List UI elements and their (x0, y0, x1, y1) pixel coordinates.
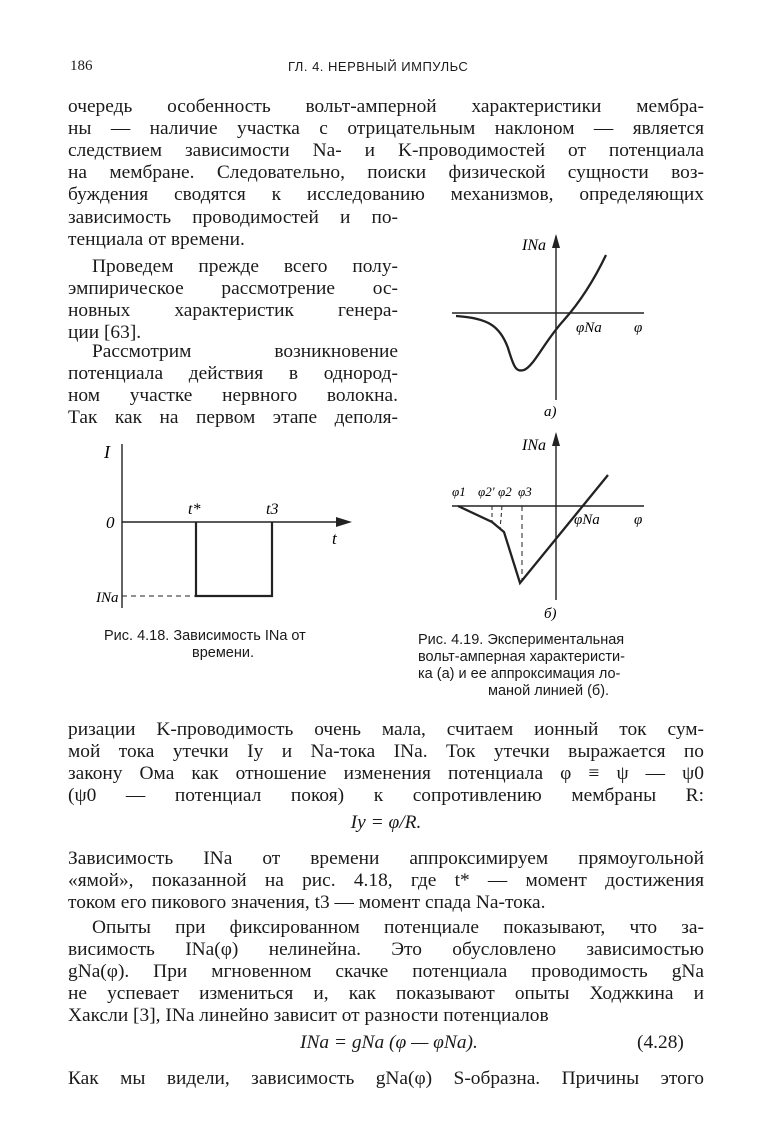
panel-a-label: а) (544, 404, 557, 420)
x-axis-label: t (332, 529, 337, 548)
text-line: ном участке нервного волокна. (68, 385, 398, 406)
text-line: Хаксли [3], INa линейно зависит от разности потенциалов (68, 1005, 549, 1026)
caption-line: ка (а) и ее аппроксимация ло- (418, 666, 621, 682)
caption-line: маной линией (б). (488, 683, 610, 699)
text-line: тенциала от времени. (68, 229, 245, 250)
text-line: Опыты при фиксированном потенциале показывают, что за- (92, 917, 704, 938)
y-axis-label: I (104, 442, 110, 462)
text-line: закону Ома как отношение изменения потенциала φ ≡ ψ — ψ0 (68, 763, 704, 784)
text-line: зависимость проводимостей и по- (68, 207, 398, 228)
text-line: висимость INa(φ) нелинейна. Это обусловлено зависимостью (68, 939, 704, 960)
x-axis-label: φ (634, 320, 643, 336)
caption-line: времени. (192, 645, 255, 661)
phi-na-label: φNa (574, 512, 600, 528)
caption-line: Рис. 4.19. Экспериментальная (418, 632, 625, 648)
text-line: Рассмотрим возникновение (92, 341, 398, 362)
text-line: ны — наличие участка с отрицательным наклоном — является (68, 118, 704, 139)
y-axis-label: INa (522, 437, 546, 454)
text-line: эмпирическое рассмотрение ос- (68, 278, 398, 299)
text-line: Как мы видели, зависимость gNa(φ) S-образна. Причины этого (68, 1068, 704, 1089)
phi2-prime-label: φ2' (478, 484, 495, 499)
equation-4-28: INa = gNa (φ — φNa). (300, 1032, 478, 1053)
arrow-icon (552, 432, 560, 446)
page-number: 186 (70, 58, 93, 74)
text-line: новных характеристик генера- (68, 300, 398, 321)
text-line: Так как на первом этапе деполя- (68, 407, 398, 428)
phi1-label: φ1 (452, 484, 466, 499)
text-line: потенциала действия в однород- (68, 363, 398, 384)
text-line: мой тока утечки Iу и Na-тока INa. Ток утечки выражается по (68, 741, 704, 762)
figure-4-19a (440, 230, 700, 430)
phi-na-label: φNa (576, 320, 602, 336)
phi3-label: φ3 (518, 484, 532, 499)
caption-line: Рис. 4.18. Зависимость INa от (104, 628, 306, 644)
arrow-icon (336, 517, 352, 527)
text-line: не успевает измениться и, как показывают опыты Ходжкина и (68, 983, 704, 1004)
caption-line: вольт-амперная характеристи- (418, 649, 625, 665)
text-line: Проведем прежде всего полу- (92, 256, 398, 277)
text-line: буждения сводятся к исследованию механизмов, определяющих (68, 184, 704, 205)
figure-4-19b (440, 430, 700, 630)
phi2-label: φ2 (498, 484, 512, 499)
figure-4-19-caption (418, 632, 708, 700)
panel-b-label: б) (544, 606, 557, 622)
arrow-icon (552, 234, 560, 248)
text-line: на мембране. Следовательно, поиски физической сущности воз- (68, 162, 704, 183)
equation-number: (4.28) (637, 1032, 684, 1053)
t3-label: t3 (266, 501, 279, 518)
text-line: ции [63]. (68, 322, 142, 343)
equation-leak-current: Iу = φ/R. (350, 812, 422, 833)
rectangular-pulse (196, 522, 272, 596)
ina-label: INa (96, 590, 119, 606)
figure-4-18-caption (104, 628, 384, 662)
running-title: ГЛ. 4. НЕРВНЫЙ ИМПУЛЬС (288, 59, 469, 74)
x-axis-label: φ (634, 512, 643, 528)
text-line: ризации K-проводимость очень мала, считаем ионный ток сум- (68, 719, 704, 740)
text-line: очередь особенность вольт-амперной характеристики мембра- (68, 96, 704, 117)
text-line: током его пикового значения, t3 — момент спада Na-тока. (68, 892, 546, 913)
figure-4-18 (96, 436, 366, 616)
zero-label: 0 (106, 513, 115, 532)
text-line: (ψ0 — потенциал покоя) к сопротивлению мембраны R: (68, 785, 704, 806)
text-line: «ямой», показанной на рис. 4.18, где t* — момент достижения (68, 870, 704, 891)
tstar-label: t* (188, 501, 201, 518)
text-line: следствием зависимости Na- и K-проводимостей от потенциала (68, 140, 704, 161)
text-line: gNa(φ). При мгновенном скачке потенциала проводимость gNa (68, 961, 704, 982)
y-axis-label: INa (522, 237, 546, 254)
text-line: Зависимость INa от времени аппроксимируем прямоугольной (68, 848, 704, 869)
